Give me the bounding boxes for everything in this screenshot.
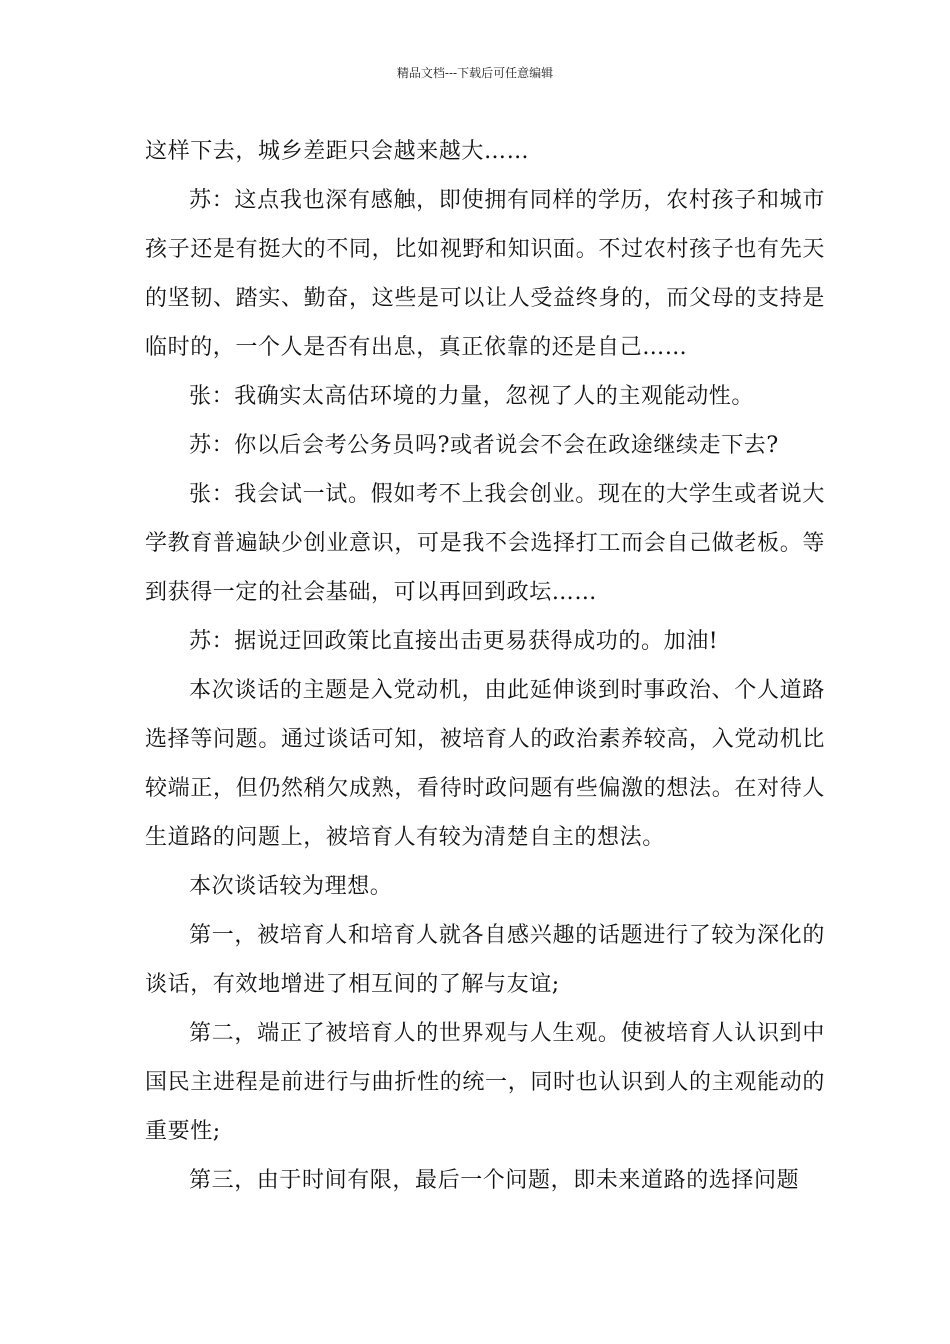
document-body [145, 127, 825, 1205]
paragraph: 张：我确实太高估环境的力量，忽视了人的主观能动性。 [189, 384, 755, 409]
paragraph: 张：我会试一试。假如考不上我会创业。现在的大学生或者说大学教育普遍缺少创业意识，可是我不会选择打工而会自己做老板。等到获得一定的社会基础，可以再回到政坛…… [145, 482, 825, 605]
paragraph: 第二，端正了被培育人的世界观与人生观。使被培育人认识到中国民主进程是前进行与曲折性的统一，同时也认识到人的主观能动的重要性; [145, 1021, 825, 1144]
paragraph: 本次谈话较为理想。 [189, 874, 393, 899]
paragraph: 苏：你以后会考公务员吗?或者说会不会在政途继续走下去? [189, 433, 779, 458]
paragraph: 本次谈话的主题是入党动机，由此延伸谈到时事政治、个人道路选择等问题。通过谈话可知，被培育人的政治素养较高，入党动机比较端正，但仍然稍欠成熟，看待时政问题有些偏激的想法。在对待人生道路的问题上，被培育人有较为清楚自主的想法。 [145, 678, 825, 850]
paragraph: 苏：据说迂回政策比直接出击更易获得成功的。加油! [189, 629, 719, 654]
paragraph: 这样下去，城乡差距只会越来越大…… [145, 139, 530, 164]
page-header: 精品文档---下载后可任意编辑 [396, 66, 554, 80]
paragraph: 第三，由于时间有限，最后一个问题，即未来道路的选择问题 [189, 1168, 800, 1193]
paragraph: 第一，被培育人和培育人就各自感兴趣的话题进行了较为深化的谈话，有效地增进了相互间的了解与友谊; [145, 923, 825, 997]
paragraph: 苏：这点我也深有感触，即使拥有同样的学历，农村孩子和城市孩子还是有挺大的不同，比如视野和知识面。不过农村孩子也有先天的坚韧、踏实、勤奋，这些是可以让人受益终身的，而父母的支持是临时的，一个人是否有出息，真正依靠的还是自己…… [145, 188, 825, 360]
